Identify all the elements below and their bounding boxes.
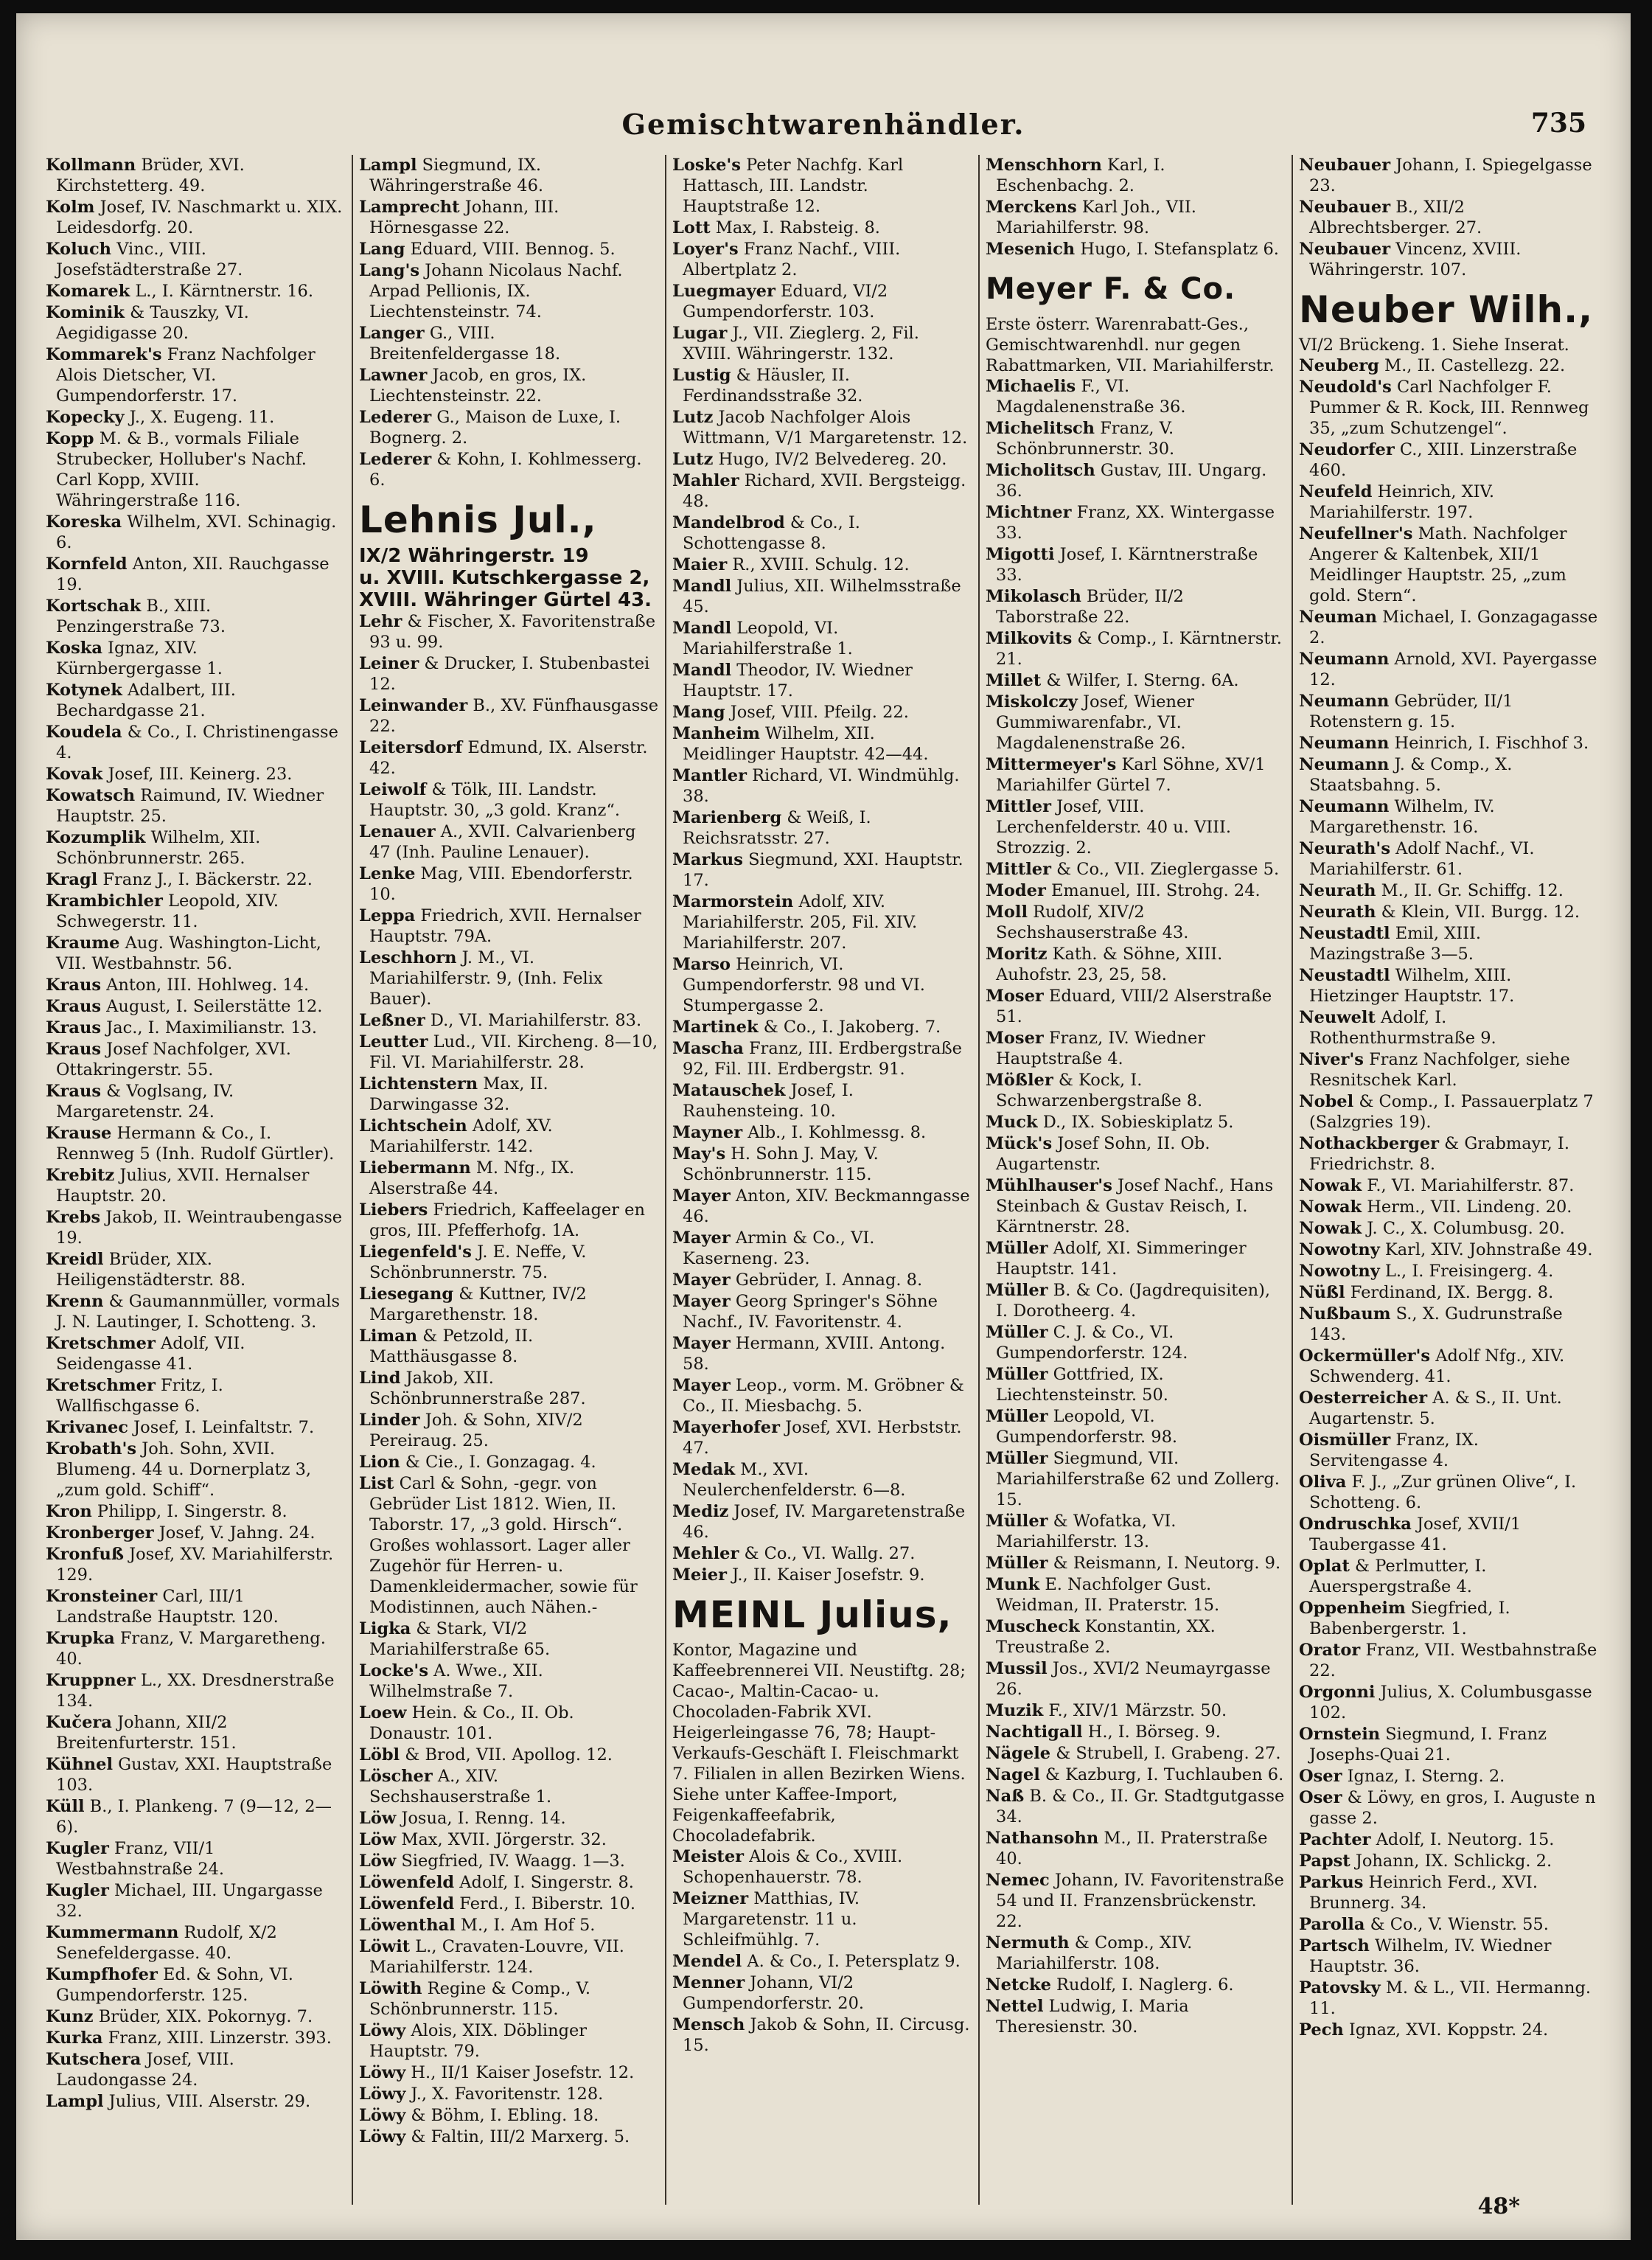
directory-entry: Kraume Aug. Washington-Licht, VII. Westbahnstr. 56. [46, 933, 321, 973]
directory-entry: Oplat & Perlmutter, I. Auerspergstraße 4. [1299, 1557, 1487, 1596]
directory-entry: Koska Ignaz, XIV. Kürnbergergasse 1. [46, 639, 223, 678]
directory-entry: Nowak J. C., X. Columbusg. 20. [1299, 1219, 1565, 1238]
directory-entry: Lehr & Fischer, X. Favoritenstraße 93 u. 99. [359, 612, 656, 652]
directory-entry: Kruppner L., XX. Dresdnerstraße 134. [46, 1671, 335, 1711]
directory-entry: Mendel A. & Co., I. Petersplatz 9. [672, 1952, 961, 1971]
directory-entry: Mayer Leop., vorm. M. Gröbner & Co., II. Miesbachg. 5. [672, 1376, 964, 1416]
directory-entry: Krivanec Josef, I. Leinfaltstr. 7. [46, 1418, 315, 1437]
directory-entry: Menner Johann, VI/2 Gumpendorferstr. 20. [672, 1973, 865, 2013]
directory-entry: Kowatsch Raimund, IV. Wiedner Hauptstr. 25. [46, 786, 324, 826]
directory-entry: Nermuth & Comp., XIV. Mariahilferstr. 108. [986, 1933, 1193, 1973]
directory-entry: Löbl & Brod, VII. Apollog. 12. [359, 1745, 613, 1764]
page-number: 735 [1530, 108, 1586, 139]
advertisement-lehnis-branches: u. XVIII. Kutschkergasse 2, XVIII. Währinger Gürtel 43. [359, 567, 652, 611]
directory-entry: Koluch Vinc., VIII. Josefstädterstraße 27. [46, 240, 243, 279]
directory-entry: Mayerhofer Josef, XVI. Herbststr. 47. [672, 1418, 962, 1458]
directory-entry: Mößler & Kock, I. Schwarzenbergstraße 8. [986, 1071, 1203, 1110]
page-title: Gemischtwarenhändler. [621, 108, 1025, 141]
directory-entry: Lichtschein Adolf, XV. Mariahilferstr. 142. [359, 1116, 553, 1156]
directory-entry: Moser Franz, IV. Wiedner Hauptstraße 4. [986, 1029, 1206, 1068]
directory-entry: Löwenfeld Ferd., I. Biberstr. 10. [359, 1894, 635, 1913]
directory-entry: Kunz Brüder, XIX. Pokornyg. 7. [46, 2007, 313, 2026]
directory-entry: Kraus Josef Nachfolger, XVI. Ottakringerstr. 55. [46, 1040, 291, 1079]
directory-entry: Mandl Leopold, VI. Mariahilferstraße 1. [672, 619, 853, 658]
directory-entry: Neubauer Johann, I. Spiegelgasse 23. [1299, 156, 1592, 195]
directory-entry: Meier J., II. Kaiser Josefstr. 9. [672, 1565, 925, 1585]
directory-entry: Lugar J., VII. Zieglerg. 2, Fil. XVIII. Währingerstr. 132. [672, 324, 919, 364]
directory-columns [40, 155, 1609, 2205]
directory-entry: Nachtigall H., I. Börseg. 9. [986, 1722, 1221, 1742]
directory-entry: Lichtenstern Max, II. Darwingasse 32. [359, 1074, 548, 1114]
directory-entry: Kraus Anton, III. Hohlweg. 14. [46, 976, 310, 995]
directory-entry: Löwy & Böhm, I. Ebling. 18. [359, 2106, 599, 2125]
column-3 [666, 155, 980, 2205]
directory-entry: Manheim Wilhelm, XII. Meidlinger Hauptstr. 42—44. [672, 724, 929, 764]
directory-entry: Nußbaum S., X. Gudrunstraße 143. [1299, 1304, 1563, 1344]
directory-entry: Liebermann M. Nfg., IX. Alserstraße 44. [359, 1158, 575, 1198]
directory-entry: Neustadtl Emil, XIII. Mazingstraße 3—5. [1299, 924, 1482, 964]
directory-entry: Oliva F. J., „Zur grünen Olive“, I. Schotteng. 6. [1299, 1473, 1577, 1512]
directory-entry: Moll Rudolf, XIV/2 Sechshauserstraße 43. [986, 903, 1189, 942]
directory-entry: Niver's Franz Nachfolger, siehe Resnitschek Karl. [1299, 1050, 1570, 1090]
directory-entry: Löwith Regine & Comp., V. Schönbrunnerstr. 115. [359, 1979, 591, 2019]
directory-entry: Kurka Franz, XIII. Linzerstr. 393. [46, 2028, 332, 2048]
directory-entry: Kutschera Josef, VIII. Laudongasse 24. [46, 2050, 234, 2090]
directory-entry: Müller C. J. & Co., VI. Gumpendorferstr. 124. [986, 1323, 1188, 1363]
directory-entry: Neustadtl Wilhelm, XIII. Hietzinger Hauptstr. 17. [1299, 966, 1515, 1006]
directory-entry: Mandl Theodor, IV. Wiedner Hauptstr. 17. [672, 661, 913, 700]
directory-entry: Kronsteiner Carl, III/1 Landstraße Hauptstr. 120. [46, 1587, 279, 1627]
column-4 [980, 155, 1293, 2205]
directory-entry: Mühlhauser's Josef Nachf., Hans Steinbach & Gustav Reisch, I. Kärntnerstr. 28. [986, 1176, 1274, 1237]
directory-entry: Liebers Friedrich, Kaffeelager en gros, III. Pfefferhofg. 1A. [359, 1200, 645, 1240]
directory-entry: Kopp M. & B., vormals Filiale Strubecker, Holluber's Nachf. Carl Kopp, XVIII. Währingerstraße 116. [46, 429, 307, 510]
directory-entry: Neurath & Klein, VII. Burgg. 12. [1299, 903, 1580, 922]
directory-entry: Müller B. & Co. (Jagdrequisiten), I. Dorotheerg. 4. [986, 1281, 1271, 1321]
directory-entry: Meizner Matthias, IV. Margaretenstr. 11 u. Schleifmühlg. 7. [672, 1889, 860, 1950]
directory-entry: Leßner D., VI. Mariahilferstr. 83. [359, 1011, 642, 1030]
directory-entry: Nüßl Ferdinand, IX. Bergg. 8. [1299, 1283, 1554, 1302]
directory-entry: Koudela & Co., I. Christinengasse 4. [46, 723, 338, 762]
directory-entry: Lenauer A., XVII. Calvarienberg 47 (Inh. Pauline Lenauer). [359, 822, 636, 862]
directory-entry: Kovak Josef, III. Keinerg. 23. [46, 765, 293, 784]
directory-entry: Komarek L., I. Kärntnerstr. 16. [46, 282, 313, 301]
directory-entry: Oismüller Franz, IX. Servitengasse 4. [1299, 1430, 1479, 1470]
directory-entry: Lederer & Kohn, I. Kohlmesserg. 6. [359, 450, 642, 490]
directory-entry: Krause Hermann & Co., I. Rennweg 5 (Inh. Rudolf Gürtler). [46, 1124, 335, 1164]
directory-entry: Neuwelt Adolf, I. Rothenthurmstraße 9. [1299, 1008, 1496, 1048]
directory-entry: Orator Franz, VII. Westbahnstraße 22. [1299, 1641, 1597, 1680]
directory-page [16, 13, 1631, 2240]
directory-entry: Löscher A., XIV. Sechshauserstraße 1. [359, 1767, 552, 1807]
directory-entry: Mandl Julius, XII. Wilhelmsstraße 45. [672, 577, 961, 616]
directory-entry: Krenn & Gaumannmüller, vormals J. N. Lautinger, I. Schotteng. 3. [46, 1292, 341, 1332]
directory-entry: Merckens Karl Joh., VII. Mariahilferstr. 98. [986, 198, 1196, 237]
directory-entry: Marmorstein Adolf, XIV. Mariahilferstr. 205, Fil. XIV. Mariahilferstr. 207. [672, 892, 918, 953]
column-5 [1293, 155, 1606, 2205]
directory-entry: Kornfeld Anton, XII. Rauchgasse 19. [46, 554, 330, 594]
directory-entry: Löwenfeld Adolf, I. Singerstr. 8. [359, 1873, 634, 1892]
directory-entry: Lutz Jacob Nachfolger Alois Wittmann, V/1 Margaretenstr. 12. [672, 408, 968, 448]
directory-entry: Kraus & Voglsang, IV. Margaretenstr. 24. [46, 1082, 234, 1122]
directory-entry: Neurath's Adolf Nachf., VI. Mariahilferstr. 61. [1299, 839, 1535, 879]
directory-entry: Michtner Franz, XX. Wintergasse 33. [986, 503, 1275, 543]
directory-entry: Papst Johann, IX. Schlickg. 2. [1299, 1852, 1552, 1871]
directory-entry: Mayer Hermann, XVIII. Antong. 58. [672, 1334, 946, 1374]
directory-entry: Liegenfeld's J. E. Neffe, V. Schönbrunnerstr. 75. [359, 1242, 587, 1282]
directory-entry: Neufeld Heinrich, XIV. Mariahilferstr. 197. [1299, 482, 1495, 522]
directory-entry: Partsch Wilhelm, IV. Wiedner Hauptstr. 36. [1299, 1936, 1552, 1976]
advertisement-meinl-name: MEINL Julius, [672, 1593, 952, 1636]
directory-entry: Oser Ignaz, I. Sterng. 2. [1299, 1767, 1505, 1786]
directory-entry: Neumann Heinrich, I. Fischhof 3. [1299, 734, 1589, 753]
directory-entry: Krambichler Leopold, XIV. Schwegerstr. 11. [46, 891, 279, 931]
directory-entry: Nowak Herm., VII. Lindeng. 20. [1299, 1197, 1572, 1217]
directory-entry: Lampl Siegmund, IX. Währingerstraße 46. [359, 156, 544, 195]
directory-entry: Nowotny L., I. Freisingerg. 4. [1299, 1262, 1554, 1281]
directory-entry: Müller & Wofatka, VI. Mariahilferstr. 13. [986, 1512, 1177, 1551]
directory-entry: Leinwander B., XV. Fünfhausgasse 22. [359, 696, 659, 736]
directory-entry: Mück's Josef Sohn, II. Ob. Augartenstr. [986, 1134, 1210, 1174]
directory-entry: Lutz Hugo, IV/2 Belvedereg. 20. [672, 450, 947, 469]
advertisement-meyer-text: Erste österr. Warenrabatt-Ges., Gemischtwarenhdl. nur gegen Rabattmarken, VII. Mariahilferstr. [986, 315, 1275, 375]
directory-entry: Pech Ignaz, XVI. Koppstr. 24. [1299, 2020, 1549, 2040]
directory-entry: Moser Eduard, VIII/2 Alserstraße 51. [986, 987, 1272, 1026]
directory-entry: Neumann Arnold, XVI. Payergasse 12. [1299, 650, 1597, 689]
directory-entry: Löwy Alois, XIX. Döblinger Hauptstr. 79. [359, 2021, 588, 2061]
directory-entry: Leutter Lud., VII. Kircheng. 8—10, Fil. VI. Mariahilferstr. 28. [359, 1032, 658, 1072]
directory-entry: Mang Josef, VIII. Pfeilg. 22. [672, 703, 909, 722]
directory-entry: Orgonni Julius, X. Columbusgasse 102. [1299, 1683, 1592, 1722]
directory-entry: Markus Siegmund, XXI. Hauptstr. 17. [672, 850, 963, 890]
directory-entry: Millet & Wilfer, I. Sterng. 6A. [986, 671, 1239, 690]
directory-entry: Leschhorn J. M., VI. Mariahilferstr. 9, (Inh. Felix Bauer). [359, 948, 603, 1009]
directory-entry: Moritz Kath. & Söhne, XIII. Auhofstr. 23, 25, 58. [986, 945, 1223, 984]
directory-entry: Liman & Petzold, II. Matthäusgasse 8. [359, 1327, 534, 1366]
directory-entry: Neubauer Vincenz, XVIII. Währingerstr. 107. [1299, 240, 1522, 279]
directory-entry: Müller Siegmund, VII. Mariahilferstraße 62 und Zollerg. 15. [986, 1449, 1280, 1509]
column-2 [353, 155, 666, 2205]
directory-entry: Loyer's Franz Nachf., VIII. Albertplatz 2. [672, 240, 901, 279]
directory-entry: Milkovits & Comp., I. Kärntnerstr. 21. [986, 629, 1282, 669]
directory-entry: Ockermüller's Adolf Nfg., XIV. Schwenderg. 41. [1299, 1346, 1565, 1386]
directory-entry: Mayer Armin & Co., VI. Kaserneng. 23. [672, 1228, 875, 1268]
directory-entry: Mayer Georg Springer's Söhne Nachf., IV. Favoritenstr. 4. [672, 1292, 938, 1332]
directory-entry: Kretschmer Fritz, I. Wallfischgasse 6. [46, 1376, 223, 1416]
directory-entry: Neubauer B., XII/2 Albrechtsberger. 27. [1299, 198, 1482, 237]
directory-entry: Kollmann Brüder, XVI. Kirchstetterg. 49. [46, 156, 245, 195]
directory-entry: Lang Eduard, VIII. Bennog. 5. [359, 240, 616, 259]
directory-entry: Nowotny Karl, XIV. Johnstraße 49. [1299, 1240, 1593, 1259]
directory-entry: Kugler Franz, VII/1 Westbahnstraße 24. [46, 1839, 225, 1879]
directory-entry: Loske's Peter Nachfg. Karl Hattasch, III. Landstr. Hauptstraße 12. [672, 156, 904, 216]
directory-entry: Lenke Mag, VIII. Ebendorferstr. 10. [359, 864, 633, 904]
directory-entry: Leppa Friedrich, XVII. Hernalser Hauptstr. 79A. [359, 906, 641, 946]
directory-entry: Naß B. & Co., II. Gr. Stadtgutgasse 34. [986, 1787, 1285, 1826]
directory-entry: Neuberg M., II. Castellezg. 22. [1299, 356, 1566, 375]
advertisement-lehnis-address: IX/2 Währingerstr. 19 [359, 545, 589, 567]
directory-entry: Müller Leopold, VI. Gumpendorferstr. 98. [986, 1407, 1178, 1447]
directory-entry: Luegmayer Eduard, VI/2 Gumpendorferstr. 103. [672, 282, 888, 321]
directory-entry: Parolla & Co., V. Wienstr. 55. [1299, 1915, 1549, 1934]
directory-entry: Mehler & Co., VI. Wallg. 27. [672, 1544, 916, 1563]
directory-entry: Kron Philipp, I. Singerstr. 8. [46, 1502, 287, 1521]
directory-entry: Nowak F., VI. Mariahilferstr. 87. [1299, 1176, 1575, 1195]
directory-entry: Mussil Jos., XVI/2 Neumayrgasse 26. [986, 1659, 1271, 1699]
directory-entry: Kraus Jac., I. Maximilianstr. 13. [46, 1018, 317, 1037]
directory-entry: Mahler Richard, XVII. Bergsteigg. 48. [672, 471, 966, 511]
directory-entry: Mantler Richard, VI. Windmühlg. 38. [672, 766, 960, 806]
directory-entry: Kronberger Josef, V. Jahng. 24. [46, 1523, 316, 1543]
directory-entry: Mittler & Co., VII. Zieglergasse 5. [986, 860, 1280, 879]
directory-entry: Munk E. Nachfolger Gust. Weidman, II. Praterstr. 15. [986, 1575, 1220, 1615]
directory-entry: May's H. Sohn J. May, V. Schönbrunnerstr. 115. [672, 1144, 879, 1184]
column-1 [40, 155, 353, 2205]
directory-entry: Löw Siegfried, IV. Waagg. 1—3. [359, 1852, 625, 1871]
directory-entry: Lawner Jacob, en gros, IX. Liechtensteinstr. 22. [359, 366, 587, 406]
directory-entry: Muck D., IX. Sobieskiplatz 5. [986, 1113, 1234, 1132]
directory-entry: Kühnel Gustav, XXI. Hauptstraße 103. [46, 1755, 332, 1795]
advertisement-meinl-text: Kontor, Magazine und Kaffeebrennerei VII. Neustiftg. 28; Cacao-, Maltin-Cacao- u. Chocoladen-Fabrik XVI. Heigerleingasse 76, 78; Haupt-Verkaufs-Geschäft I. Fleischmarkt 7. Filialen in allen Bezirken Wiens. Siehe unter Kaffee-Import, Feigenkaffeefabrik, Chocoladefabrik. [672, 1641, 966, 1846]
directory-entry: Muzik F., XIV/1 Märzstr. 50. [986, 1701, 1227, 1720]
directory-entry: Neuman Michael, I. Gonzagagasse 2. [1299, 608, 1598, 647]
advertisement-lehnis-name: Lehnis Jul., [359, 498, 597, 541]
directory-entry: Lustig & Häusler, II. Ferdinandsstraße 32. [672, 366, 863, 406]
directory-entry: Löwit L., Cravaten-Louvre, VII. Mariahilferstr. 124. [359, 1937, 624, 1977]
directory-entry: Kominik & Tauszky, VI. Aegidigasse 20. [46, 303, 249, 343]
directory-entry: Löwy H., II/1 Kaiser Josefstr. 12. [359, 2063, 635, 2082]
directory-entry: Migotti Josef, I. Kärntnerstraße 33. [986, 545, 1258, 585]
directory-entry: Miskolczy Josef, Wiener Gummiwarenfabr., VI. Magdalenenstraße 26. [986, 692, 1195, 753]
directory-entry: Mittler Josef, VIII. Lerchenfelderstr. 40 u. VIII. Strozzig. 2. [986, 797, 1232, 858]
directory-entry: Lott Max, I. Rabsteig. 8. [672, 218, 880, 237]
advertisement-neuber-text: VI/2 Brückeng. 1. Siehe Inserat. [1299, 335, 1569, 355]
directory-entry: Loew Hein. & Co., II. Ob. Donaustr. 101. [359, 1703, 574, 1743]
directory-entry: Oppenheim Siegfried, I. Babenbergerstr. 1. [1299, 1599, 1510, 1638]
directory-entry: Neudorfer C., XIII. Linzerstraße 460. [1299, 440, 1578, 480]
directory-entry: Nemec Johann, IV. Favoritenstraße 54 und II. Franzensbrückenstr. 22. [986, 1871, 1284, 1931]
directory-entry: Lampl Julius, VIII. Alserstr. 29. [46, 2092, 311, 2111]
directory-entry: Mayer Anton, XIV. Beckmanngasse 46. [672, 1186, 970, 1226]
directory-entry: Leiner & Drucker, I. Stubenbastei 12. [359, 654, 650, 694]
directory-entry: Kraus August, I. Seilerstätte 12. [46, 997, 323, 1016]
directory-entry: Kopecky J., X. Eugeng. 11. [46, 408, 275, 427]
directory-entry: List Carl & Sohn, -gegr. von Gebrüder List 1812. Wien, II. Taborstr. 17, „3 gold. Hirsch“. Großes wohlassort. Lager aller Zugehör für Herren- u. Damenkleidermacher, sowie für Modistinnen, auch Nähen.- [359, 1474, 638, 1617]
directory-entry: Müller Gottfried, IX. Liechtensteinstr. 50. [986, 1365, 1168, 1405]
directory-entry: Lederer G., Maison de Luxe, I. Bognerg. 2. [359, 408, 621, 448]
directory-entry: Mandelbrod & Co., I. Schottengasse 8. [672, 513, 860, 553]
directory-entry: Krebitz Julius, XVII. Hernalser Hauptstr. 20. [46, 1166, 310, 1206]
directory-entry: Mikolasch Brüder, II/2 Taborstraße 22. [986, 587, 1184, 627]
directory-entry: Patovsky M. & L., VII. Hermanng. 11. [1299, 1978, 1592, 2018]
directory-entry: Löwy J., X. Favoritenstr. 128. [359, 2085, 604, 2104]
directory-entry: Locke's A. Wwe., XII. Wilhelmstraße 7. [359, 1661, 543, 1701]
directory-entry: Parkus Heinrich Ferd., XVI. Brunnerg. 34. [1299, 1873, 1538, 1913]
directory-entry: Neumann Gebrüder, II/1 Rotenstern g. 15. [1299, 692, 1513, 731]
directory-entry: Nägele & Strubell, I. Grabeng. 27. [986, 1744, 1281, 1763]
directory-entry: Lind Jakob, XII. Schönbrunnerstraße 287. [359, 1369, 586, 1408]
directory-entry: Matauschek Josef, I. Rauhensteing. 10. [672, 1081, 854, 1121]
directory-entry: Neumann Wilhelm, IV. Margarethenstr. 16. [1299, 797, 1495, 837]
advertisement-meyer-name: Meyer F. & Co. [986, 272, 1236, 306]
directory-entry: Oser & Löwy, en gros, I. Auguste n gasse 2. [1299, 1788, 1596, 1828]
directory-entry: Linder Joh. & Sohn, XIV/2 Pereiraug. 25. [359, 1411, 583, 1450]
directory-entry: Mayner Alb., I. Kohlmessg. 8. [672, 1123, 927, 1142]
directory-entry: Küll B., I. Plankeng. 7 (9—12, 2—6). [46, 1797, 332, 1837]
directory-entry: Kotynek Adalbert, III. Bechardgasse 21. [46, 681, 236, 720]
directory-entry: Krupka Franz, V. Margaretheng. 40. [46, 1629, 326, 1669]
directory-entry: Michelitsch Franz, V. Schönbrunnerstr. 30. [986, 419, 1175, 459]
directory-entry: Neudold's Carl Nachfolger F. Pummer & R. Kock, III. Rennweg 35, „zum Schutzengel“. [1299, 378, 1589, 438]
directory-entry: Kučera Johann, XII/2 Breitenfurterstr. 151. [46, 1713, 237, 1753]
directory-entry: Koreska Wilhelm, XVI. Schinagig. 6. [46, 512, 337, 552]
directory-entry: Menschhorn Karl, I. Eschenbachg. 2. [986, 156, 1165, 195]
directory-entry: Löw Max, XVII. Jörgerstr. 32. [359, 1830, 607, 1849]
directory-entry: Löw Josua, I. Renng. 14. [359, 1809, 566, 1828]
directory-entry: Martinek & Co., I. Jakoberg. 7. [672, 1018, 941, 1037]
directory-entry: Leiwolf & Tölk, III. Landstr. Hauptstr. 30, „3 gold. Kranz“. [359, 780, 621, 820]
directory-entry: Mesenich Hugo, I. Stefansplatz 6. [986, 240, 1279, 259]
directory-entry: Kragl Franz J., I. Bäckerstr. 22. [46, 870, 313, 889]
directory-entry: Müller Adolf, XI. Simmeringer Hauptstr. 141. [986, 1239, 1247, 1279]
directory-entry: Moder Emanuel, III. Strohg. 24. [986, 881, 1261, 900]
directory-entry: Krobath's Joh. Sohn, XVII. Blumeng. 44 u. Dornerplatz 3, „zum gold. Schiff“. [46, 1439, 312, 1500]
directory-entry: Kommarek's Franz Nachfolger Alois Dietscher, VI. Gumpendorferstr. 17. [46, 345, 316, 406]
directory-entry: Mascha Franz, III. Erdbergstraße 92, Fil. III. Erdbergstr. 91. [672, 1039, 962, 1079]
directory-entry: Krebs Jakob, II. Weintraubengasse 19. [46, 1208, 343, 1248]
directory-entry: Netcke Rudolf, I. Naglerg. 6. [986, 1975, 1234, 1995]
directory-entry: Nettel Ludwig, I. Maria Theresienstr. 30. [986, 1997, 1189, 2037]
directory-entry: Kolm Josef, IV. Naschmarkt u. XIX. Leidesdorfg. 20. [46, 198, 343, 237]
directory-entry: Ligka & Stark, VI/2 Mariahilferstraße 65. [359, 1619, 551, 1659]
directory-entry: Kumpfhofer Ed. & Sohn, VI. Gumpendorferstr. 125. [46, 1965, 293, 2005]
directory-entry: Neurath M., II. Gr. Schiffg. 12. [1299, 881, 1564, 900]
directory-entry: Medak M., XVI. Neulerchenfelderstr. 6—8. [672, 1460, 906, 1500]
directory-entry: Kortschak B., XIII. Penzingerstraße 73. [46, 597, 226, 636]
directory-entry: Nobel & Comp., I. Passauerplatz 7 (Salzgries 19). [1299, 1092, 1594, 1132]
directory-entry: Marso Heinrich, VI. Gumpendorferstr. 98 und VI. Stumpergasse 2. [672, 955, 925, 1015]
directory-entry: Pachter Adolf, I. Neutorg. 15. [1299, 1830, 1555, 1849]
directory-entry: Meister Alois & Co., XVIII. Schopenhauerstr. 78. [672, 1847, 903, 1887]
directory-entry: Nathansohn M., II. Praterstraße 40. [986, 1829, 1268, 1868]
directory-entry: Langer G., VIII. Breitenfeldergasse 18. [359, 324, 561, 364]
directory-entry: Muscheck Konstantin, XX. Treustraße 2. [986, 1617, 1216, 1657]
directory-entry: Liesegang & Kuttner, IV/2 Margarethenstr. 18. [359, 1284, 587, 1324]
directory-entry: Mittermeyer's Karl Söhne, XV/1 Mariahilfer Gürtel 7. [986, 755, 1266, 795]
directory-entry: Micholitsch Gustav, III. Ungarg. 36. [986, 461, 1267, 501]
directory-entry: Mayer Gebrüder, I. Annag. 8. [672, 1270, 923, 1290]
directory-entry: Kozumplik Wilhelm, XII. Schönbrunnerstr. 265. [46, 828, 261, 868]
directory-entry: Neufellner's Math. Nachfolger Angerer & Kaltenbek, XII/1 Meidlinger Hauptstr. 25, „zum gold. Stern“. [1299, 524, 1567, 605]
printer-signature: 48* [1477, 2194, 1520, 2219]
directory-entry: Löwenthal M., I. Am Hof 5. [359, 1916, 596, 1935]
directory-entry: Kummermann Rudolf, X/2 Senefeldergasse. 40. [46, 1923, 277, 1963]
directory-entry: Lamprecht Johann, III. Hörnesgasse 22. [359, 198, 560, 237]
directory-entry: Kronfuß Josef, XV. Mariahilferstr. 129. [46, 1545, 334, 1585]
directory-entry: Leitersdorf Edmund, IX. Alserstr. 42. [359, 738, 648, 778]
directory-entry: Müller & Reismann, I. Neutorg. 9. [986, 1554, 1281, 1573]
directory-entry: Nothackberger & Grabmayr, I. Friedrichstr. 8. [1299, 1134, 1569, 1174]
directory-entry: Neumann J. & Comp., X. Staatsbahng. 5. [1299, 755, 1513, 795]
advertisement-neuber-name: Neuber Wilh., [1299, 288, 1594, 331]
directory-entry: Lion & Cie., I. Gonzagag. 4. [359, 1453, 596, 1472]
directory-entry: Mensch Jakob & Sohn, II. Circusg. 15. [672, 2015, 970, 2055]
directory-entry: Kretschmer Adolf, VII. Seidengasse 41. [46, 1334, 245, 1374]
directory-entry: Kreidl Brüder, XIX. Heiligenstädterstr. 88. [46, 1250, 246, 1290]
directory-entry: Marienberg & Weiß, I. Reichsratsstr. 27. [672, 808, 871, 848]
directory-entry: Michaelis F., VI. Magdalenenstraße 36. [986, 377, 1186, 417]
directory-entry: Ondruschka Josef, XVII/1 Taubergasse 41. [1299, 1515, 1522, 1554]
directory-entry: Löwy & Faltin, III/2 Marxerg. 5. [359, 2127, 630, 2146]
directory-entry: Mediz Josef, IV. Margaretenstraße 46. [672, 1502, 966, 1542]
directory-entry: Ornstein Siegmund, I. Franz Josephs-Quai 21. [1299, 1725, 1547, 1764]
directory-entry: Oesterreicher A. & S., II. Unt. Augartenstr. 5. [1299, 1388, 1562, 1428]
directory-entry: Lang's Johann Nicolaus Nachf. Arpad Pellionis, IX. Liechtensteinstr. 74. [359, 261, 623, 321]
directory-entry: Kugler Michael, III. Ungargasse 32. [46, 1881, 323, 1921]
directory-entry: Nagel & Kazburg, I. Tuchlauben 6. [986, 1765, 1284, 1784]
directory-entry: Maier R., XVIII. Schulg. 12. [672, 555, 910, 574]
